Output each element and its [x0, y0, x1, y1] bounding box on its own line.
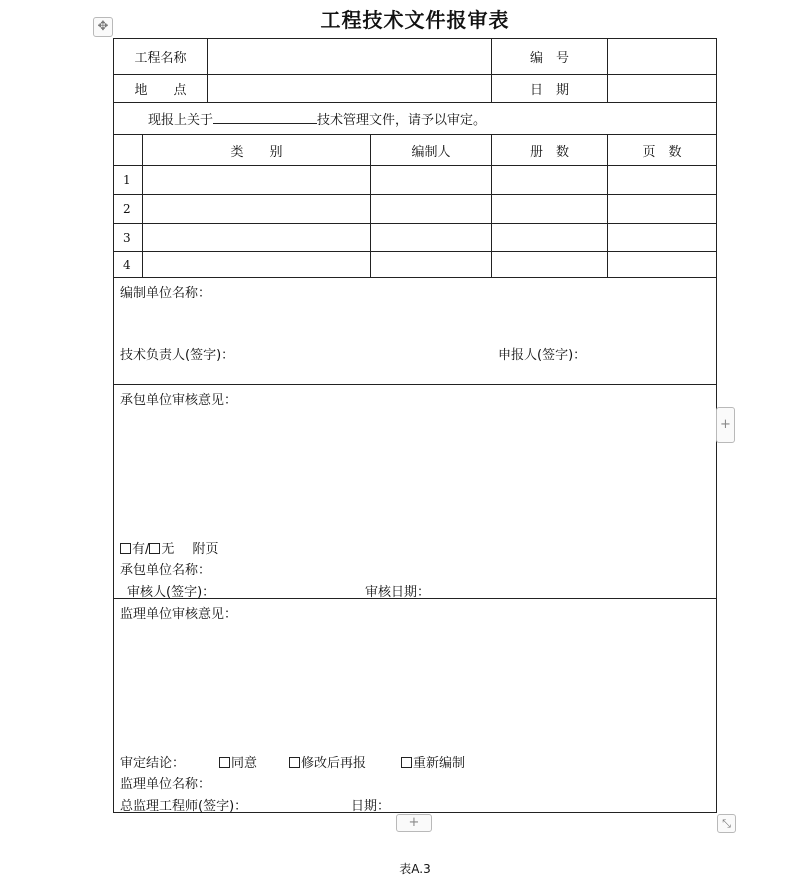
contractor-section — [114, 385, 717, 599]
move-arrows-icon[interactable]: ✥ — [93, 17, 113, 37]
file-row — [114, 224, 717, 252]
supervisor-date-label: 日期： — [351, 799, 391, 814]
pages-cell[interactable] — [608, 224, 717, 252]
location-field[interactable] — [208, 75, 492, 103]
applicant-signature-label: 申报人(签字)： — [498, 348, 587, 363]
review-date-label: 审核日期： — [365, 585, 431, 600]
has-attachment-checkbox[interactable] — [120, 543, 131, 554]
reviewer-signature-label: 审核人(签字)： — [127, 585, 216, 600]
pages-cell[interactable] — [608, 166, 717, 195]
date-label: 日 期 — [492, 75, 608, 103]
revise-checkbox[interactable] — [289, 757, 300, 768]
subject-blank[interactable] — [213, 111, 317, 124]
volumes-cell[interactable] — [492, 166, 608, 195]
no-attachment-checkbox[interactable] — [149, 543, 160, 554]
category-header: 类 别 — [143, 135, 371, 166]
pages-cell[interactable] — [608, 252, 717, 278]
pages-header: 页 数 — [608, 135, 717, 166]
date-field[interactable] — [608, 75, 717, 103]
submission-suffix: 技术管理文件，请予以审定。 — [317, 113, 487, 128]
category-cell[interactable] — [143, 252, 371, 278]
revise-option[interactable] — [289, 752, 366, 771]
no-attachment-label: 无 — [161, 542, 175, 557]
header-row-project — [114, 39, 717, 75]
project-name-label: 工程名称 — [114, 39, 208, 75]
row-number: 3 — [114, 224, 143, 252]
contractor-cell[interactable] — [114, 385, 717, 599]
supervisor-opinion-label: 监理单位审核意见： — [120, 607, 238, 622]
row-number: 2 — [114, 195, 143, 224]
recompile-checkbox[interactable] — [401, 757, 412, 768]
recompile-option[interactable] — [401, 752, 465, 771]
volumes-cell[interactable] — [492, 195, 608, 224]
file-row — [114, 166, 717, 195]
author-cell[interactable] — [371, 252, 492, 278]
has-attachment-label: 有/ — [132, 542, 150, 557]
volumes-cell[interactable] — [492, 224, 608, 252]
recompile-option-label: 重新编制 — [413, 756, 466, 771]
author-cell[interactable] — [371, 166, 492, 195]
review-form-table — [113, 38, 717, 813]
author-cell[interactable] — [371, 224, 492, 252]
file-row — [114, 252, 717, 278]
file-row — [114, 195, 717, 224]
supervisor-cell[interactable] — [114, 599, 717, 813]
preparer-unit-label: 编制单位名称： — [120, 286, 212, 301]
volumes-header: 册 数 — [492, 135, 608, 166]
header-row-location — [114, 75, 717, 103]
category-cell[interactable] — [143, 166, 371, 195]
author-header: 编制人 — [371, 135, 492, 166]
volumes-cell[interactable] — [492, 252, 608, 278]
attachment-line — [120, 538, 219, 557]
number-field[interactable] — [608, 39, 717, 75]
tech-lead-signature-label: 技术负责人(签字)： — [120, 348, 235, 363]
preparer-cell[interactable] — [114, 278, 717, 385]
plus-icon[interactable]: + — [396, 814, 432, 832]
file-table-header — [114, 135, 717, 166]
contractor-unit-label: 承包单位名称： — [120, 563, 212, 578]
number-label: 编 号 — [492, 39, 608, 75]
resize-diagonal-icon[interactable]: ⤡ — [717, 814, 736, 833]
contractor-opinion-label: 承包单位审核意见： — [120, 393, 238, 408]
agree-checkbox[interactable] — [219, 757, 230, 768]
author-cell[interactable] — [371, 195, 492, 224]
category-cell[interactable] — [143, 195, 371, 224]
category-cell[interactable] — [143, 224, 371, 252]
plus-icon[interactable]: + — [716, 407, 735, 443]
row-number: 4 — [114, 252, 143, 278]
location-label: 地 点 — [114, 75, 208, 103]
agree-option-label: 同意 — [231, 756, 258, 771]
form-title: 工程技术文件报审表 — [320, 8, 510, 32]
submission-row — [114, 103, 717, 135]
supervisor-section — [114, 599, 717, 813]
preparer-section — [114, 278, 717, 385]
submission-prefix: 现报上关于 — [148, 113, 214, 128]
revise-option-label: 修改后再报 — [301, 756, 367, 771]
attachment-label: 附页 — [192, 542, 219, 557]
table-caption: 表A.3 — [399, 862, 431, 876]
submission-statement — [114, 103, 717, 135]
conclusion-label: 审定结论： — [120, 756, 186, 771]
chief-engineer-signature-label: 总监理工程师(签字)： — [120, 799, 248, 814]
project-name-field[interactable] — [208, 39, 492, 75]
file-index-header — [114, 135, 143, 166]
pages-cell[interactable] — [608, 195, 717, 224]
supervisor-unit-label: 监理单位名称： — [120, 777, 212, 792]
row-number: 1 — [114, 166, 143, 195]
agree-option[interactable] — [219, 752, 257, 771]
